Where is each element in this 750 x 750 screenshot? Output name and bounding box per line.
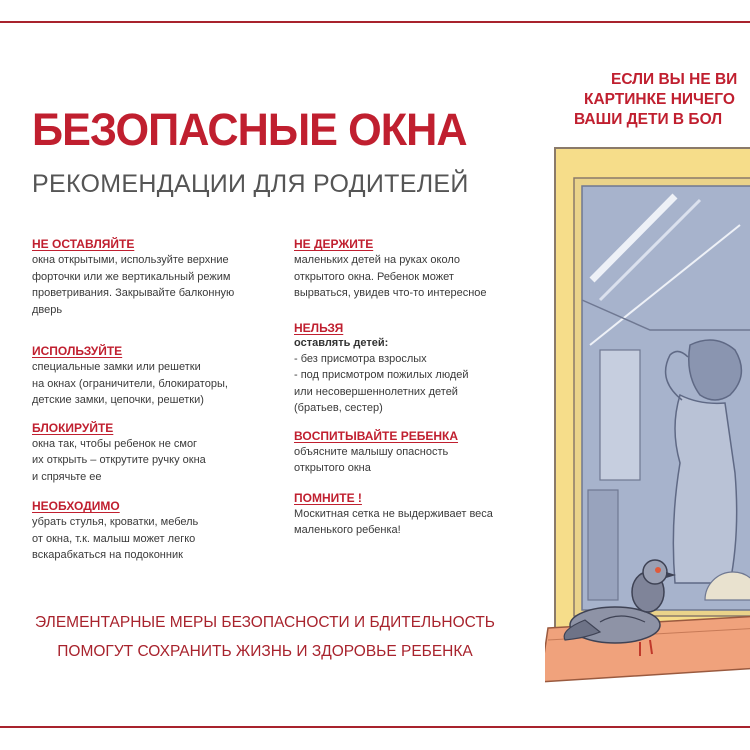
left-column <box>32 237 282 578</box>
tip-heading: БЛОКИРУЙТЕ <box>32 420 114 435</box>
top-border-line <box>0 21 750 23</box>
woman-hair <box>689 340 742 400</box>
page-subtitle: РЕКОМЕНДАЦИИ ДЛЯ РОДИТЕЛЕЙ <box>32 170 469 198</box>
warning-text <box>560 70 750 130</box>
room-reflection <box>600 350 640 480</box>
tip-block <box>32 421 282 486</box>
tip-heading: НЕЛЬЗЯ <box>294 320 344 335</box>
tip-text: маленьких детей на руках около открытого окна. Ребенок может вырваться, увидев что-то интересное <box>294 254 487 299</box>
pigeon-eye <box>655 567 661 573</box>
pigeon-head <box>643 560 667 584</box>
tip-heading: НЕ ОСТАВЛЯЙТЕ <box>32 237 135 251</box>
tip-heading: НЕ ДЕРЖИТЕ <box>294 237 374 251</box>
tip-text: окна открытыми, используйте верхние форточки или же вертикальный режим проветривания. Закрывайте балконную дверь <box>32 254 235 316</box>
right-column <box>294 237 534 553</box>
page-title: БЕЗОПАСНЫЕ ОКНА <box>32 104 467 155</box>
tip-block <box>294 321 534 417</box>
tip-text: - без присмотра взрослых - под присмотром пожилых людей или несовершеннолетних детей (братьев, сестер) <box>294 352 469 414</box>
window-illustration <box>545 130 750 725</box>
tip-text: убрать стулья, кроватки, мебель от окна, т.к. малыш может легко вскарабкаться на подоконник <box>32 516 199 561</box>
tip-block <box>32 499 282 564</box>
room-reflection <box>588 490 618 600</box>
tip-heading: ИСПОЛЬЗУЙТЕ <box>32 344 123 358</box>
tip-block <box>294 429 534 477</box>
tip-subheading: оставлять детей: <box>294 336 389 349</box>
tip-text: Москитная сетка не выдерживает веса маленького ребенка! <box>294 507 493 536</box>
tip-text: окна так, чтобы ребенок не смог их открыть – открутите ручку окна и спрячьте ее <box>32 437 206 483</box>
tip-text: специальные замки или решетки на окнах (ограничители, блокираторы, детские замки, цепочки, решетки) <box>32 361 228 406</box>
tip-heading: ПОМНИТЕ ! <box>294 490 362 505</box>
tip-heading: ВОСПИТЫВАЙТЕ РЕБЕНКА <box>294 428 459 443</box>
warning-line-2: КАРТИНКЕ НИЧЕГО <box>584 91 735 108</box>
woman-body <box>673 395 736 583</box>
tip-block <box>32 237 282 318</box>
tip-block <box>32 344 282 409</box>
tip-heading: НЕОБХОДИМО <box>32 499 120 513</box>
footer-slogan-line-2: ПОМОГУТ СОХРАНИТЬ ЖИЗНЬ И ЗДОРОВЬЕ РЕБЕНКА <box>57 643 473 660</box>
tip-block <box>294 237 534 302</box>
warning-line-3: ВАШИ ДЕТИ В БОЛ <box>574 111 723 128</box>
tip-text: объясните малышу опасность открытого окна <box>294 445 449 474</box>
warning-line-1: ЕСЛИ ВЫ НЕ ВИ <box>611 71 738 88</box>
bottom-border-line <box>0 726 750 728</box>
footer-slogan-line-1: ЭЛЕМЕНТАРНЫЕ МЕРЫ БЕЗОПАСНОСТИ И БДИТЕЛЬНОСТЬ <box>35 614 495 631</box>
tip-block <box>294 491 534 539</box>
